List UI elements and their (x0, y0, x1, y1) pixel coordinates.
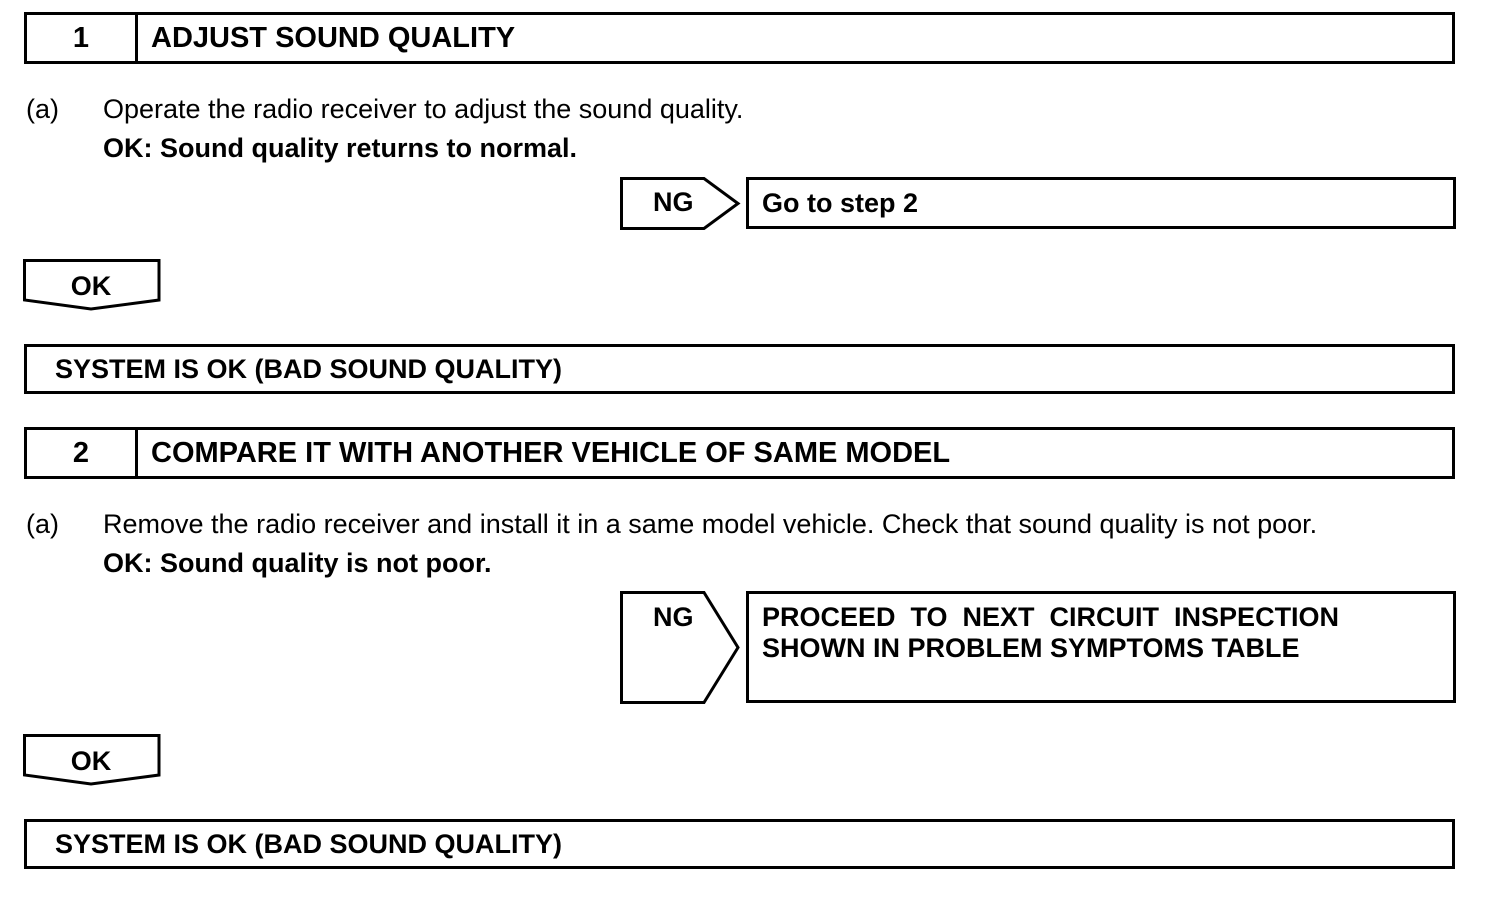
ng-result-line: Go to step 2 (762, 188, 919, 218)
ok-result-text: SYSTEM IS OK (BAD SOUND QUALITY) (55, 354, 563, 384)
ok-result-text: SYSTEM IS OK (BAD SOUND QUALITY) (55, 829, 563, 859)
step-title: ADJUST SOUND QUALITY (151, 22, 516, 54)
ok-criteria: OK: Sound quality returns to normal. (103, 133, 578, 163)
ok-label: OK (70, 746, 112, 776)
ng-label: NG (653, 602, 694, 632)
substep-instruction: Remove the radio receiver and install it in a same model vehicle. Check that sound quality is not poor. (103, 509, 1318, 539)
substep-label: (a) (26, 509, 59, 539)
substep-label: (a) (26, 94, 59, 124)
ok-label: OK (70, 271, 112, 301)
step-2-header (24, 427, 1455, 479)
ng-label: NG (653, 187, 694, 217)
ng-result-box (746, 177, 1456, 229)
step-1-header (24, 12, 1455, 64)
ok-result-box (24, 344, 1455, 394)
substep-instruction: Operate the radio receiver to adjust the sound quality. (103, 94, 744, 124)
ng-result-box (746, 591, 1456, 703)
step-number: 1 (27, 15, 138, 61)
step-number: 2 (27, 430, 138, 476)
step-title: COMPARE IT WITH ANOTHER VEHICLE OF SAME MODEL (151, 437, 951, 469)
ok-criteria: OK: Sound quality is not poor. (103, 548, 492, 578)
ng-result-line: SHOWN IN PROBLEM SYMPTOMS TABLE (762, 633, 1300, 663)
ok-result-box (24, 819, 1455, 869)
ng-result-line: PROCEED TO NEXT CIRCUIT INSPECTION (762, 602, 1340, 632)
